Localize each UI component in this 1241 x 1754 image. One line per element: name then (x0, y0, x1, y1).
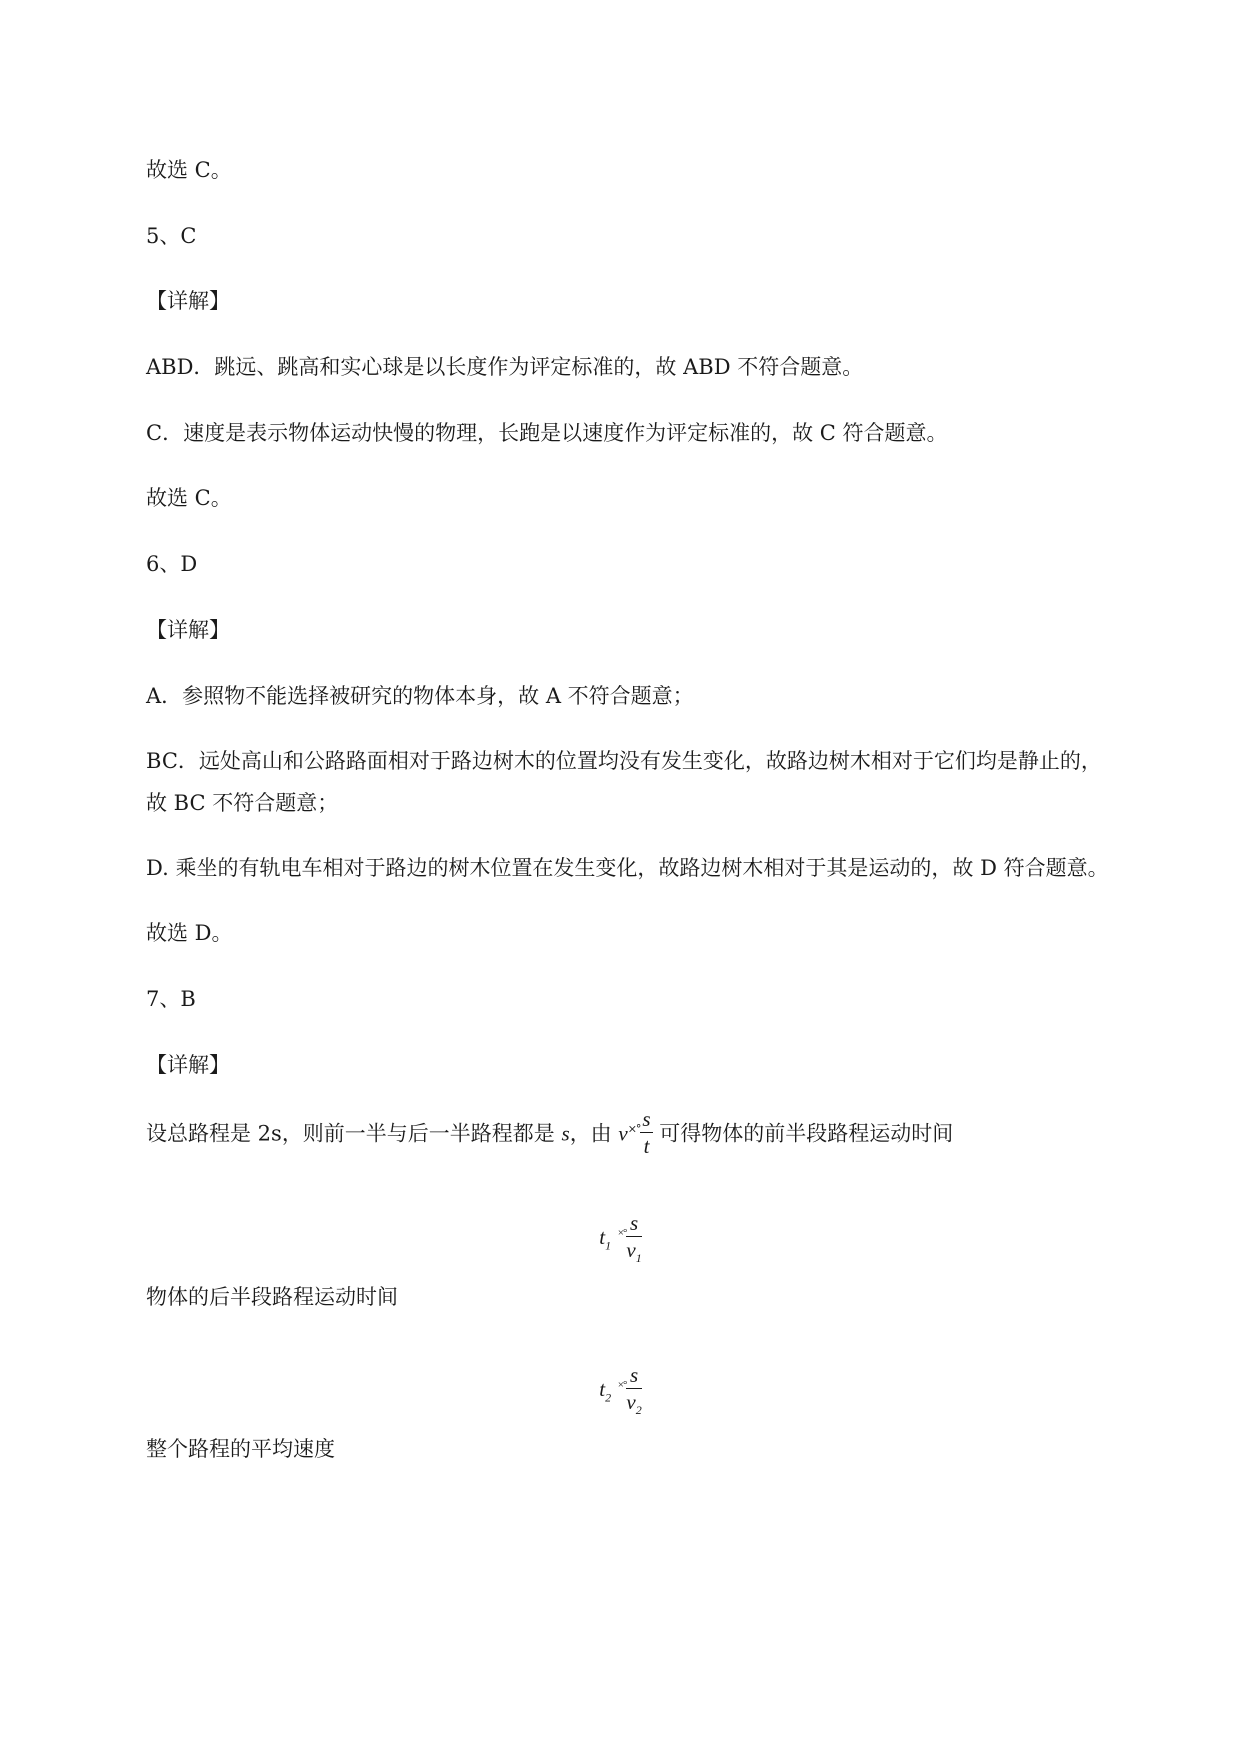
answer-conclusion: 故选 C。 (146, 158, 232, 182)
math-symbol-v: v (626, 1390, 636, 1415)
formula-text-after: 可得物体的前半段路程运动时间 (659, 1121, 954, 1146)
fraction-denominator: t (643, 1134, 650, 1159)
equals-glyph: ×° (617, 1379, 627, 1392)
question-7-answer: 7、B (146, 987, 196, 1011)
explanation-line: A．参照物不能选择被研究的物体本身，故 A 不符合题意； (146, 684, 694, 708)
subscript: 2 (605, 1390, 612, 1405)
math-symbol-t: t (599, 1377, 606, 1402)
fraction-s-over-v1 (626, 1212, 641, 1265)
equals-glyph: ×° (627, 1122, 641, 1136)
question-5-answer: 5、C (146, 224, 197, 248)
explanation-line: ABD．跳远、跳高和实心球是以长度作为评定标准的，故 ABD 不符合题意。 (146, 355, 864, 379)
formula-text-you: ，由 (569, 1121, 612, 1146)
explanation-line: D. 乘坐的有轨电车相对于路边的树木位置在发生变化，故路边树木相对于其是运动的，故 D 符合题意。 (146, 856, 1109, 880)
fraction-numerator: s (640, 1108, 652, 1133)
body-text: 整个路程的平均速度 (146, 1437, 335, 1461)
formula-paragraph (146, 1107, 954, 1160)
fraction-denominator (626, 1389, 641, 1417)
math-symbol-v: v (626, 1238, 636, 1263)
explanation-line: C．速度是表示物体运动快慢的物理，长跑是以速度作为评定标准的，故 C 符合题意。 (146, 421, 948, 445)
math-symbol-s: s (561, 1121, 570, 1146)
answer-conclusion: 故选 C。 (146, 486, 232, 510)
subscript: 1 (635, 1251, 642, 1266)
math-symbol-v: v (618, 1121, 628, 1146)
question-6-answer: 6、D (146, 552, 198, 576)
formula-t1 (0, 1212, 1241, 1265)
subscript: 2 (635, 1403, 642, 1418)
formula-text-before: 设总路程是 2s，则前一半与后一半路程都是 (146, 1121, 555, 1146)
answer-conclusion: 故选 D。 (146, 921, 233, 945)
explanation-line: BC．远处高山和公路路面相对于路边树木的位置均没有发生变化，故路边树木相对于它们均是静止的， (146, 749, 1102, 773)
fraction-numerator: s (626, 1212, 641, 1237)
fraction-s-over-t (640, 1108, 652, 1158)
explanation-line: 故 BC 不符合题意； (146, 791, 339, 815)
body-text: 物体的后半段路程运动时间 (146, 1285, 398, 1309)
fraction-s-over-v2 (626, 1364, 641, 1417)
subscript: 1 (605, 1238, 612, 1253)
fraction-numerator: s (626, 1364, 641, 1389)
fraction-denominator (626, 1237, 641, 1265)
explanation-heading: 【详解】 (146, 1053, 230, 1077)
explanation-heading: 【详解】 (146, 289, 230, 313)
explanation-heading: 【详解】 (146, 618, 230, 642)
math-symbol-t: t (599, 1225, 606, 1250)
equals-glyph: ×° (617, 1227, 627, 1240)
formula-t2 (0, 1364, 1241, 1417)
